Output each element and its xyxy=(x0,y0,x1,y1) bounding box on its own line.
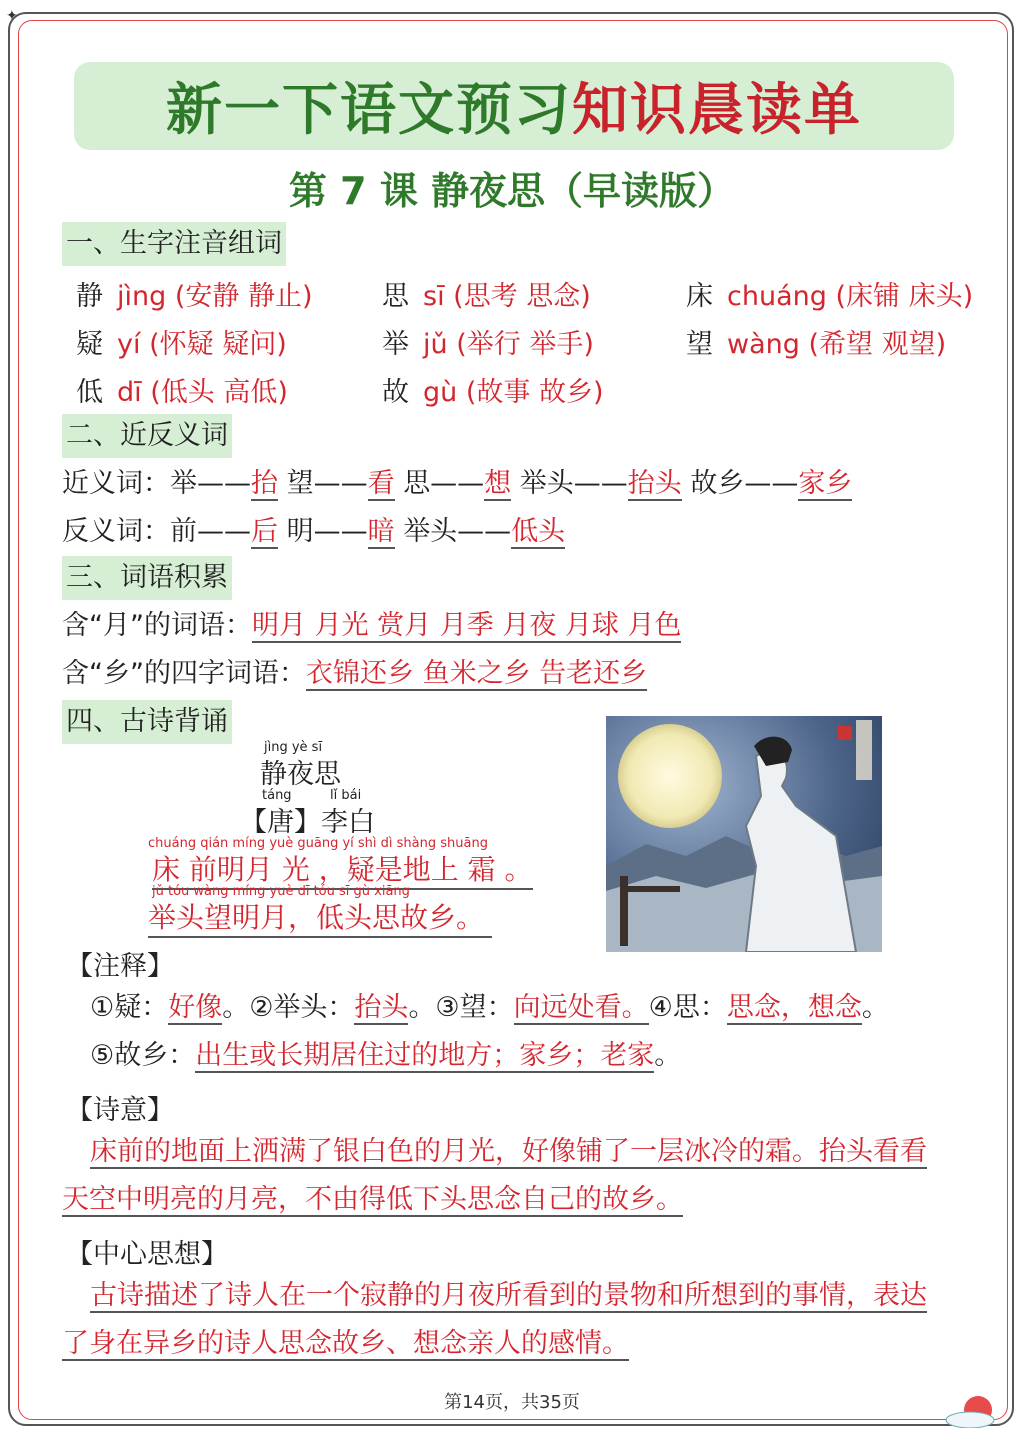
page-footer: 第14页，共35页 xyxy=(444,1392,580,1413)
synonym-row: 近义词：举——抬 望——看 思——想 举头——抬头 故乡——家乡 xyxy=(62,468,853,499)
author-dynasty-pinyin: táng xyxy=(262,788,292,803)
vocab-item: 低 dī (低头 高低) xyxy=(76,377,288,408)
section-synonym-head: 二、近反义词 xyxy=(62,414,232,458)
poem-line1-pinyin: chuáng qián míng yuè guāng yí shì dì shàng shuāng xyxy=(148,836,488,851)
meaning-head: 【诗意】 xyxy=(66,1095,174,1126)
title-part2: 知识晨读单 xyxy=(572,77,862,143)
title-banner xyxy=(74,62,954,150)
moon-words-row: 含“月”的词语：明月 月光 赏月 月季 月夜 月球 月色 xyxy=(62,610,682,641)
notes-head: 【注释】 xyxy=(66,951,174,982)
section-words-head: 三、词语积累 xyxy=(62,556,232,600)
vocab-item: 静 jìng (安静 静止) xyxy=(76,281,313,312)
home-words-row: 含“乡”的四字词语：衣锦还乡 鱼米之乡 告老还乡 xyxy=(62,658,648,689)
notes-line1: ①疑：好像。②举头：抬头。③望：向远处看。④思：思念，想念。 xyxy=(90,992,889,1023)
poem-title-pinyin: jìng yè sī xyxy=(264,740,323,755)
vocab-item: 床 chuáng (床铺 床头) xyxy=(686,281,974,312)
lesson-subtitle: 第 7 课 静夜思（早读版） xyxy=(288,169,736,213)
vocab-item: 故 gù (故事 故乡) xyxy=(382,377,604,408)
antonym-row: 反义词：前——后 明——暗 举头——低头 xyxy=(62,516,566,547)
poem-title: 静夜思 xyxy=(260,759,341,790)
poem-line1: 床 前明月 光 ，疑是地上 霜 。 xyxy=(152,848,533,890)
vocab-item: 疑 yí (怀疑 疑问) xyxy=(76,329,287,360)
title-part1: 新一下语文预习 xyxy=(166,77,572,143)
theme-head: 【中心思想】 xyxy=(66,1239,228,1270)
section-vocab-head: 一、生字注音组词 xyxy=(62,222,286,266)
poem-line2-pinyin: jǔ tóu wàng míng yuè dī tóu sī gù xiāng xyxy=(152,884,410,899)
vocab-item: 思 sī (思考 思念) xyxy=(382,281,591,312)
vocab-item: 举 jǔ (举行 举手) xyxy=(382,329,594,360)
sparkle-icon: ✦ xyxy=(6,8,18,24)
section-poem-head: 四、古诗背诵 xyxy=(62,700,232,744)
poem-line2: 举头望明月，低头思故乡。 xyxy=(148,896,492,938)
notes-line2: ⑤故乡：出生或长期居住过的地方；家乡；老家。 xyxy=(90,1040,682,1071)
poem-author: 【唐】李白 xyxy=(240,807,375,838)
author-name-pinyin: lǐ bái xyxy=(330,788,362,803)
poet-moon-illustration xyxy=(606,716,882,952)
sun-cloud-icon xyxy=(940,1392,1010,1432)
meaning-paragraph: 床前的地面上洒满了银白色的月光，好像铺了一层冰冷的霜。抬头看看 天空中明亮的月亮，不由得低下头思念自己的故乡。 xyxy=(62,1136,927,1215)
theme-paragraph: 古诗描述了诗人在一个寂静的月夜所看到的景物和所想到的事情，表达 了身在异乡的诗人思念故乡、想念亲人的感情。 xyxy=(62,1280,927,1359)
vocab-item: 望 wàng (希望 观望) xyxy=(686,329,947,360)
